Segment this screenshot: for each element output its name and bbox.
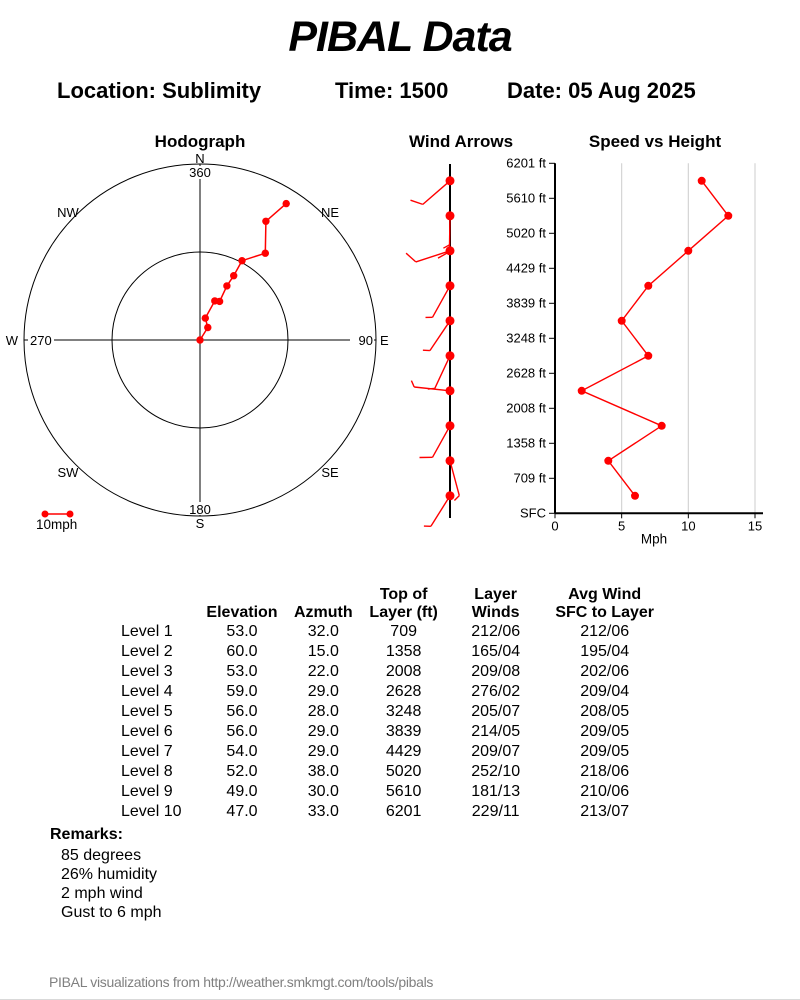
cell-azmuth: 29.0 bbox=[307, 723, 339, 740]
cell-level: Level 1 bbox=[121, 623, 173, 640]
cell-azmuth: 38.0 bbox=[307, 763, 339, 780]
hodograph-chart bbox=[0, 150, 390, 550]
cell-avg_wind: 213/07 bbox=[580, 803, 630, 820]
svg-text:N: N bbox=[195, 151, 205, 166]
column-header: Layer Winds bbox=[471, 586, 520, 621]
cell-avg_wind: 209/05 bbox=[580, 723, 630, 740]
cell-top_ft: 3248 bbox=[385, 703, 422, 720]
svg-text:W: W bbox=[5, 333, 18, 348]
remarks-label: Remarks: bbox=[50, 826, 123, 843]
cell-top_ft: 1358 bbox=[385, 643, 422, 660]
svg-text:5: 5 bbox=[618, 518, 626, 534]
cell-elevation: 53.0 bbox=[226, 623, 258, 640]
wind-barb bbox=[406, 246, 454, 262]
column-header: Avg Wind SFC to Layer bbox=[555, 586, 654, 621]
speed-y-ticks bbox=[506, 155, 555, 520]
date-label: Date: 05 Aug 2025 bbox=[507, 78, 696, 103]
speed-x-axis-label bbox=[641, 531, 667, 546]
cell-elevation: 49.0 bbox=[226, 783, 258, 800]
cell-layer_winds: 165/04 bbox=[471, 643, 521, 660]
levels-table bbox=[100, 582, 673, 822]
hodograph-scale-legend bbox=[36, 511, 77, 533]
cell-top_ft: 5020 bbox=[385, 763, 422, 780]
cell-level: Level 3 bbox=[121, 663, 173, 680]
table-row bbox=[100, 762, 673, 782]
hodograph-title: Hodograph bbox=[154, 132, 246, 151]
cell-layer_winds: 209/08 bbox=[471, 663, 521, 680]
cell-layer_winds: 181/13 bbox=[471, 783, 521, 800]
speed-vs-height-title: Speed vs Height bbox=[588, 132, 722, 151]
svg-text:3248 ft: 3248 ft bbox=[506, 330, 546, 346]
remarks-list bbox=[50, 846, 162, 922]
cell-avg_wind: 202/06 bbox=[580, 663, 630, 680]
svg-text:Mph: Mph bbox=[640, 531, 668, 547]
remark-item: Gust to 6 mph bbox=[61, 904, 162, 921]
page-title: PIBAL Data bbox=[288, 13, 512, 61]
header-row bbox=[100, 582, 673, 622]
cell-layer_winds: 209/07 bbox=[471, 743, 521, 760]
svg-text:S: S bbox=[195, 516, 205, 531]
cell-top_ft: 2008 bbox=[385, 663, 422, 680]
svg-text:709 ft: 709 ft bbox=[513, 470, 546, 486]
cell-avg_wind: 210/06 bbox=[580, 783, 630, 800]
svg-text:E: E bbox=[380, 333, 389, 348]
svg-text:SW: SW bbox=[57, 465, 79, 480]
cell-azmuth: 22.0 bbox=[307, 663, 339, 680]
table-row bbox=[100, 782, 673, 802]
cell-layer_winds: 252/10 bbox=[471, 763, 521, 780]
cell-level: Level 9 bbox=[121, 783, 173, 800]
table-row bbox=[100, 702, 673, 722]
svg-text:10: 10 bbox=[681, 518, 696, 534]
cell-top_ft: 6201 bbox=[385, 803, 422, 820]
footer-credit: PIBAL visualizations from http://weather.smkmgt.com/tools/pibals bbox=[49, 974, 434, 990]
svg-text:4429 ft: 4429 ft bbox=[506, 260, 546, 276]
remark-item: 2 mph wind bbox=[61, 885, 143, 902]
svg-text:SE: SE bbox=[321, 465, 339, 480]
svg-text:6201 ft: 6201 ft bbox=[506, 155, 546, 171]
cell-avg_wind: 195/04 bbox=[580, 643, 630, 660]
cell-layer_winds: 212/06 bbox=[471, 623, 521, 640]
table-row bbox=[100, 642, 673, 662]
cell-avg_wind: 209/05 bbox=[580, 743, 630, 760]
cell-level: Level 8 bbox=[121, 763, 173, 780]
speed-vs-height-chart bbox=[500, 148, 800, 558]
cell-azmuth: 29.0 bbox=[307, 743, 339, 760]
cell-azmuth: 28.0 bbox=[307, 703, 339, 720]
cell-top_ft: 5610 bbox=[385, 783, 422, 800]
cell-top_ft: 709 bbox=[390, 623, 417, 640]
hodograph-trace bbox=[196, 200, 290, 344]
cell-elevation: 60.0 bbox=[226, 643, 258, 660]
cell-level: Level 5 bbox=[121, 703, 173, 720]
svg-text:5020 ft: 5020 ft bbox=[506, 225, 546, 241]
svg-text:270: 270 bbox=[30, 333, 52, 348]
cell-top_ft: 4429 bbox=[385, 743, 422, 760]
cell-top_ft: 3839 bbox=[385, 723, 422, 740]
cell-elevation: 56.0 bbox=[226, 703, 258, 720]
cell-avg_wind: 218/06 bbox=[580, 763, 630, 780]
cell-level: Level 10 bbox=[121, 803, 182, 820]
svg-text:2008 ft: 2008 ft bbox=[506, 400, 546, 416]
remark-item: 26% humidity bbox=[61, 866, 158, 883]
cell-elevation: 47.0 bbox=[226, 803, 258, 820]
cell-azmuth: 30.0 bbox=[307, 783, 339, 800]
levels-table-body bbox=[100, 622, 673, 822]
column-header: Elevation bbox=[206, 604, 278, 621]
cell-layer_winds: 214/05 bbox=[471, 723, 521, 740]
speed-gridlines bbox=[622, 163, 755, 513]
svg-text:2628 ft: 2628 ft bbox=[506, 365, 546, 381]
cell-level: Level 6 bbox=[121, 723, 173, 740]
cell-avg_wind: 212/06 bbox=[580, 623, 630, 640]
column-header: Top of Layer (ft) bbox=[369, 586, 438, 621]
wind-barb bbox=[411, 176, 455, 204]
svg-text:15: 15 bbox=[747, 518, 763, 534]
cell-azmuth: 15.0 bbox=[307, 643, 339, 660]
table-row bbox=[100, 742, 673, 762]
cell-avg_wind: 209/04 bbox=[580, 683, 630, 700]
svg-text:90: 90 bbox=[358, 333, 373, 348]
cell-level: Level 7 bbox=[121, 743, 173, 760]
svg-text:0: 0 bbox=[551, 518, 559, 534]
cell-elevation: 59.0 bbox=[226, 683, 258, 700]
remarks-section bbox=[50, 826, 162, 922]
svg-text:1358 ft: 1358 ft bbox=[506, 435, 546, 451]
cell-level: Level 2 bbox=[121, 643, 173, 660]
remark-item: 85 degrees bbox=[61, 847, 142, 864]
table-row bbox=[100, 722, 673, 742]
cell-elevation: 56.0 bbox=[226, 723, 258, 740]
svg-text:180: 180 bbox=[189, 502, 211, 517]
svg-text:3839 ft: 3839 ft bbox=[506, 295, 546, 311]
time-label: Time: 1500 bbox=[335, 78, 449, 103]
svg-text:5610 ft: 5610 ft bbox=[506, 190, 546, 206]
cell-azmuth: 29.0 bbox=[307, 683, 339, 700]
table-row bbox=[100, 662, 673, 682]
location-label: Location: Sublimity bbox=[57, 78, 262, 103]
cell-azmuth: 33.0 bbox=[307, 803, 339, 820]
wind-arrows-title: Wind Arrows bbox=[408, 132, 514, 151]
cell-elevation: 52.0 bbox=[226, 763, 258, 780]
cell-level: Level 4 bbox=[121, 683, 173, 700]
levels-table-header bbox=[100, 582, 673, 622]
cell-layer_winds: 276/02 bbox=[471, 683, 521, 700]
cell-avg_wind: 208/05 bbox=[580, 703, 630, 720]
cell-layer_winds: 205/07 bbox=[471, 703, 521, 720]
table-row bbox=[100, 682, 673, 702]
table-row bbox=[100, 802, 673, 822]
svg-text:NW: NW bbox=[57, 205, 79, 220]
speed-trace bbox=[578, 177, 733, 500]
cell-layer_winds: 229/11 bbox=[471, 803, 520, 820]
svg-text:360: 360 bbox=[189, 165, 211, 180]
speed-x-ticks bbox=[551, 513, 762, 533]
svg-text:SFC: SFC bbox=[520, 505, 546, 521]
column-header bbox=[100, 582, 190, 622]
column-header: Azmuth bbox=[294, 604, 353, 621]
cell-azmuth: 32.0 bbox=[307, 623, 339, 640]
cell-elevation: 53.0 bbox=[226, 663, 258, 680]
svg-text:NE: NE bbox=[320, 205, 340, 220]
cell-top_ft: 2628 bbox=[385, 683, 422, 700]
table-row bbox=[100, 622, 673, 642]
svg-text:10mph: 10mph bbox=[36, 517, 78, 532]
cell-elevation: 54.0 bbox=[226, 743, 258, 760]
